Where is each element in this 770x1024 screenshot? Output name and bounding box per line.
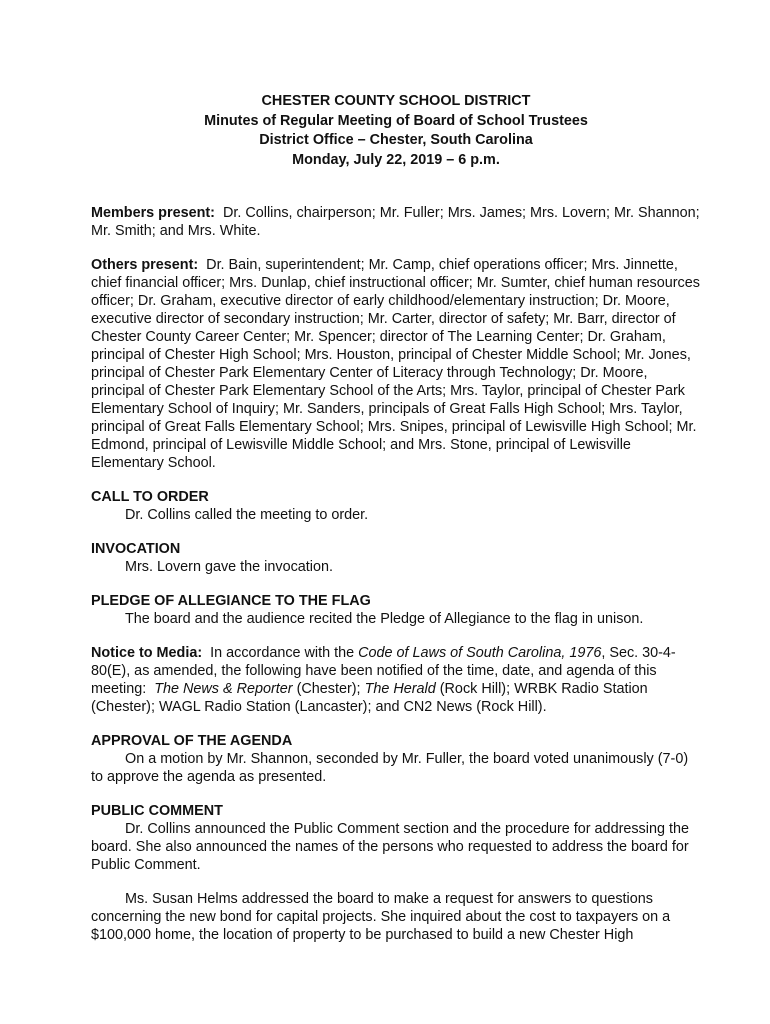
others-present-label: Others present: — [91, 257, 199, 273]
public-comment-section — [91, 802, 701, 944]
pledge-text: The board and the audience recited the Pledge of Allegiance to the flag in unison. — [125, 611, 644, 627]
members-present-label: Members present: — [91, 205, 215, 221]
notice-text-2: , Sec. 30-4-80(E), as amended, the following have been notified of the time, date, and agenda of this meeting: — [91, 645, 676, 697]
notice-text-4: (Rock Hill); WRBK Radio Station (Chester); WAGL Radio Station (Lancaster); and CN2 News (Rock Hill). — [91, 681, 648, 715]
district-name: CHESTER COUNTY SCHOOL DISTRICT — [261, 93, 531, 109]
pledge-title: PLEDGE OF ALLEGIANCE TO THE FLAG — [91, 593, 371, 609]
invocation-title: INVOCATION — [91, 541, 181, 557]
members-present — [91, 204, 701, 240]
others-present-text: Dr. Bain, superintendent; Mr. Camp, chief operations officer; Mrs. Jinnette, chief financial officer; Mrs. Dunlap, chief instructional officer; Mr. Sumter, chief human resources officer; Dr. Graham, executive director of early childhood/elementary instruction; Dr. Moore, executive director of secondary instruction; Mr. Carter, director of safety; Mr. Barr, director of Chester County Career Center; Mr. Spencer; director of The Learning Center; Dr. Graham, principal of Chester High School; Mrs. Houston, principal of Chester Middle School; Mr. Jones, principal of Chester Park Elementary Center of Literacy through Technology; Dr. Moore, principal of Chester Park Elementary School of the Arts; Mrs. Taylor, principal of Chester Park Elementary School of Inquiry; Mr. Sanders, principals of Great Falls High School; Mrs. Taylor, principal of Great Falls Elementary School; Mrs. Snipes, principal of Lewisville High School; Mr. Edmond, principal of Lewisville Middle School; and Mrs. Stone, principal of Lewisville Elementary School. — [91, 257, 700, 471]
invocation-text: Mrs. Lovern gave the invocation. — [125, 559, 333, 575]
notice-label: Notice to Media: — [91, 645, 203, 661]
invocation-section — [91, 540, 701, 576]
notice-text-3: (Chester); — [296, 681, 361, 697]
pledge-section — [91, 592, 701, 628]
meeting-location: District Office – Chester, South Carolina — [259, 132, 533, 148]
call-to-order-text: Dr. Collins called the meeting to order. — [125, 507, 369, 523]
notice-to-media — [91, 644, 701, 716]
others-present — [91, 256, 701, 472]
approval-section — [91, 732, 701, 786]
document-page — [91, 92, 701, 960]
public-comment-text-1: Dr. Collins announced the Public Comment section and the procedure for addressing the board. She also announced the names of the persons who requested to address the board for Public Comment. — [91, 821, 689, 873]
approval-text: On a motion by Mr. Shannon, seconded by Mr. Fuller, the board voted unanimously (7-0) to approve the agenda as presented. — [91, 751, 689, 785]
call-to-order-section — [91, 488, 701, 524]
minutes-title: Minutes of Regular Meeting of Board of School Trustees — [204, 112, 588, 129]
notice-paper-2: The Herald — [364, 681, 436, 697]
notice-paper-1: The News & Reporter — [154, 681, 293, 697]
approval-title: APPROVAL OF THE AGENDA — [91, 733, 293, 749]
public-comment-title: PUBLIC COMMENT — [91, 803, 223, 819]
notice-code-citation: Code of Laws of South Carolina, 1976 — [358, 645, 602, 661]
meeting-date: Monday, July 22, 2019 – 6 p.m. — [292, 151, 500, 168]
document-header — [91, 92, 701, 170]
members-present-text: Dr. Collins, chairperson; Mr. Fuller; Mrs. James; Mrs. Lovern; Mr. Shannon; Mr. Smith; and Mrs. White. — [91, 205, 700, 239]
notice-text-1: In accordance with the — [210, 645, 355, 661]
public-comment-text-2: Ms. Susan Helms addressed the board to make a request for answers to questions concerning the new bond for capital projects. She inquired about the cost to taxpayers on a $100,000 home, the location of property to be purchased to build a new Chester High — [91, 891, 671, 943]
call-to-order-title: CALL TO ORDER — [91, 489, 209, 505]
